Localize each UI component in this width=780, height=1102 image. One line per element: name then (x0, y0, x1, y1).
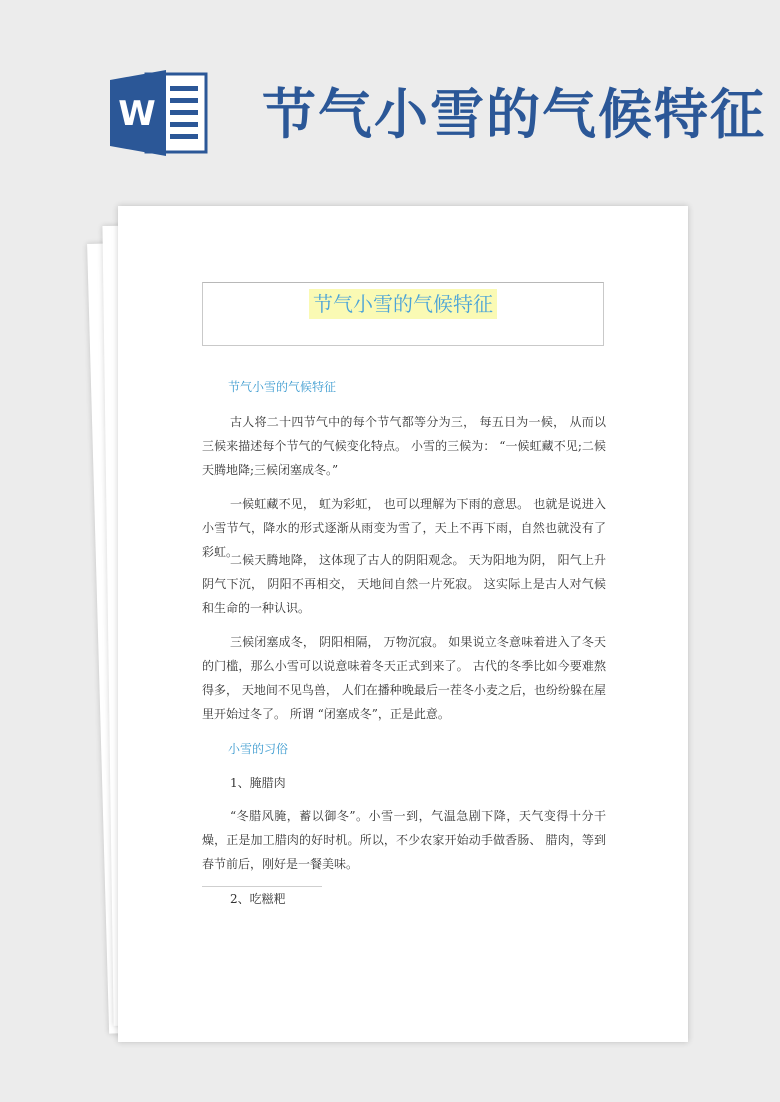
paragraph: 古人将二十四节气中的每个节气都等分为三， 每五日为一候， 从而以三候来描述每个节气的气候变化特点。 小雪的三候为： “一候虹藏不见;二候天腾地降;三候闭塞成冬。” (202, 415, 606, 477)
paragraph: 一候虹藏不见， 虹为彩虹， 也可以理解为下雨的意思。 也就是说进入小雪节气，降水的形式逐渐从雨变为雪了，天上不再下雨，自然也就没有了彩虹。 (202, 497, 606, 559)
banner-title: 节气小雪的气候特征 (262, 83, 766, 146)
divider (202, 886, 322, 887)
title-box (202, 282, 604, 346)
word-logo-icon (110, 70, 208, 156)
section-heading: 节气小雪的气候特征 (228, 380, 337, 394)
paragraph: “冬腊风腌，蓄以御冬”。小雪一到，气温急剧下降，天气变得十分干燥，正是加工腊肉的好时机。所以，不少农家开始动手做香肠、 腊肉，等到春节前后，刚好是一餐美味。 (202, 809, 606, 871)
list-item: 1、腌腊肉 (230, 776, 286, 790)
logo-letter: W (118, 94, 156, 134)
paragraph: 三候闭塞成冬， 阴阳相隔， 万物沉寂。 如果说立冬意味着进入了冬天的门槛，那么小雪可以说意味着冬天正式到来了。 古代的冬季比如今要难熬得多， 天地间不见鸟兽， 人们在播种晚最后一茬冬小麦之后，也纷纷躲在屋里开始过冬了。 所谓 “闭塞成冬”，正是此意。 (202, 635, 606, 721)
section-heading: 小雪的习俗 (228, 742, 289, 756)
document-page (118, 206, 688, 1042)
paragraph: 二候天腾地降， 这体现了古人的阴阳观念。 天为阳地为阴， 阳气上升阴气下沉， 阴阳不再相交， 天地间自然一片死寂。 这实际上是古人对气候和生命的一种认识。 (202, 553, 606, 615)
document-title: 节气小雪的气候特征 (309, 289, 497, 319)
list-item: 2、吃糍粑 (230, 892, 286, 906)
